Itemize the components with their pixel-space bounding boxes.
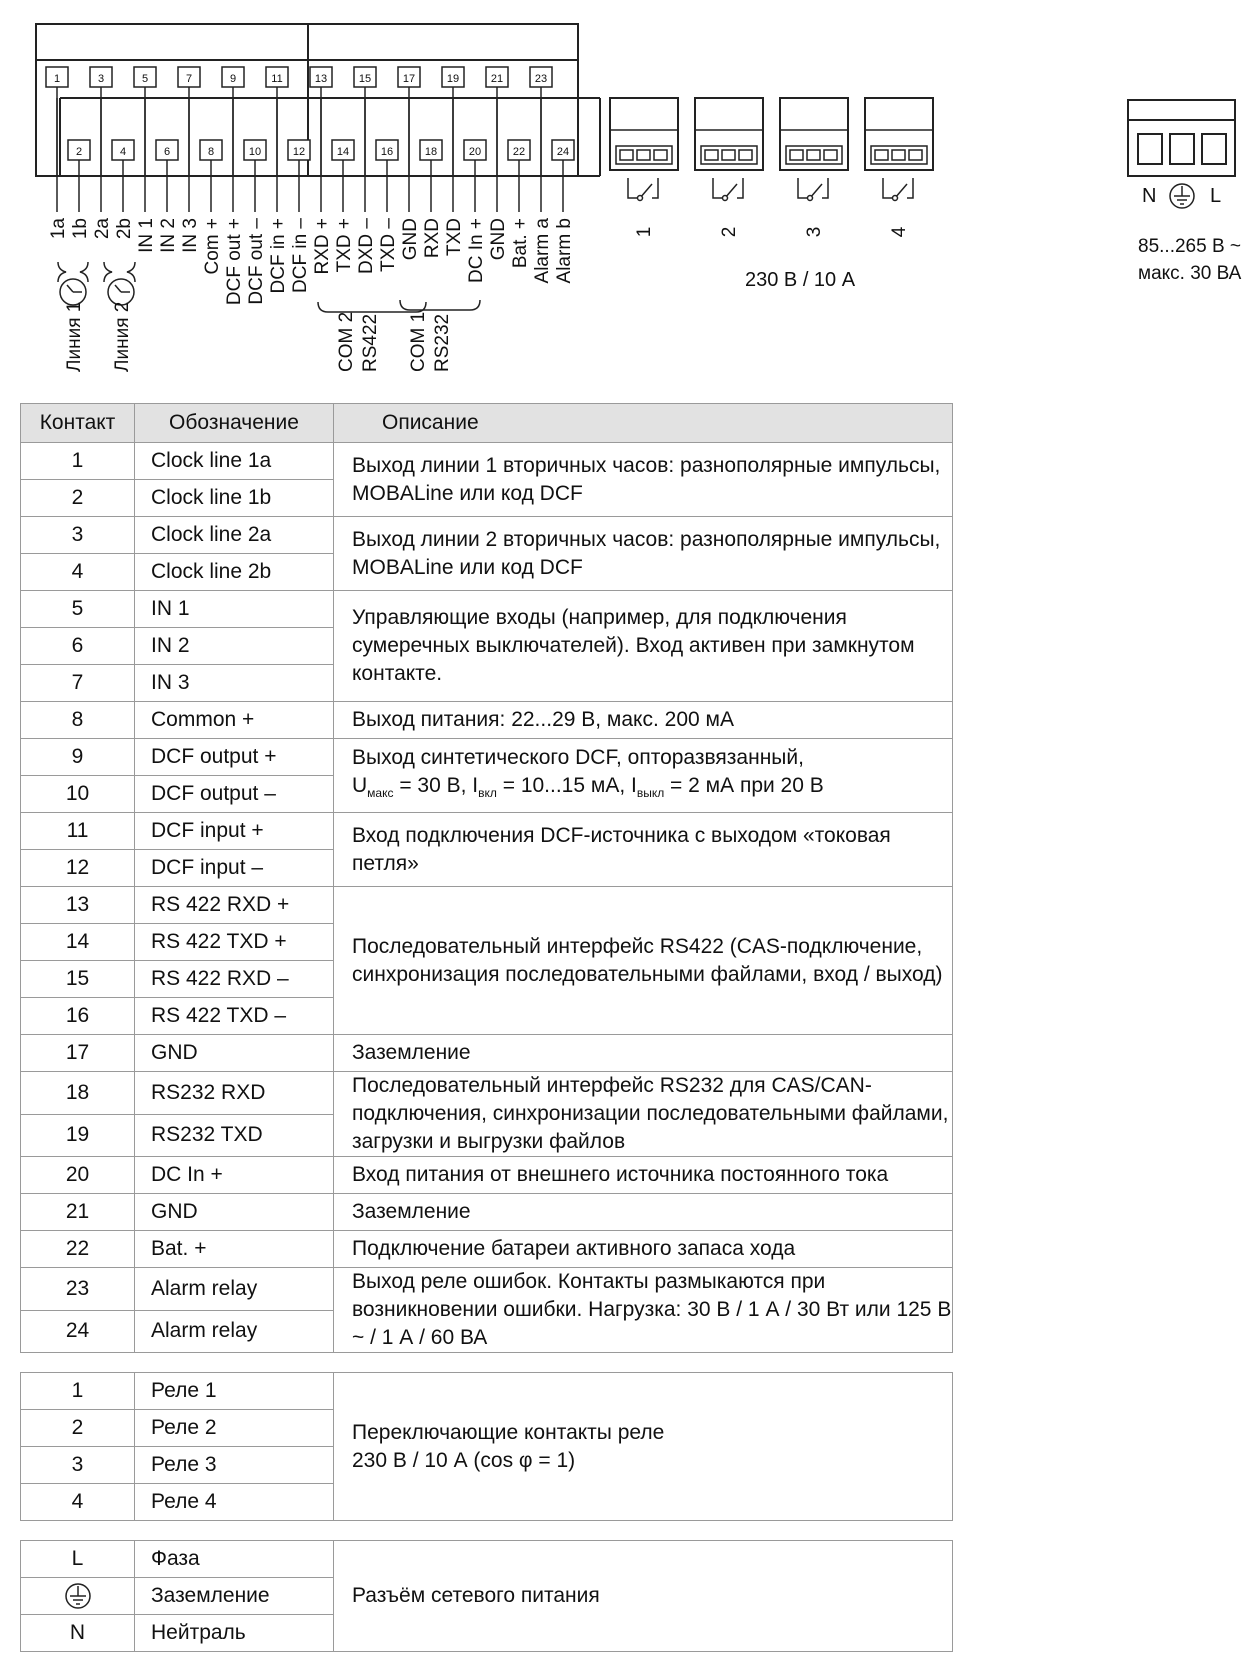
pin-name: Clock line 2b <box>135 554 334 591</box>
terminal-number: 19 <box>446 73 460 85</box>
dcf-out-u: U <box>352 773 368 797</box>
signal-label: GND <box>488 218 509 261</box>
dcf-out-desc-line: Выход синтетического DCF, опторазвязанный, <box>352 745 804 769</box>
signal-label: 2a <box>92 218 113 240</box>
pin-name: DC In + <box>135 1157 334 1194</box>
pin-name: RS 422 RXD + <box>135 887 334 924</box>
earth-icon <box>64 1582 92 1610</box>
power-pin <box>21 1578 135 1615</box>
pin-number: 24 <box>21 1310 135 1353</box>
signal-label: TXD + <box>334 218 355 273</box>
relay-number: 4 <box>21 1484 135 1521</box>
signal-label: IN 3 <box>180 218 201 253</box>
pin-number: 15 <box>21 961 135 998</box>
power-pin-name: Заземление <box>135 1578 334 1615</box>
pin-name: Clock line 1a <box>135 443 334 480</box>
pin-number: 3 <box>21 517 135 554</box>
pin-number: 23 <box>21 1268 135 1311</box>
pin-number: 22 <box>21 1231 135 1268</box>
terminal-number: 18 <box>424 146 438 158</box>
signal-label: DXD – <box>356 218 377 274</box>
line1-label: Линия 1 <box>64 301 85 372</box>
dcf-out-u-sub: макс <box>367 786 394 801</box>
pin-name: RS 422 TXD – <box>135 998 334 1035</box>
pin-number: 1 <box>21 443 135 480</box>
table-row <box>21 887 953 924</box>
relay-number: 1 <box>21 1373 135 1410</box>
pin-name: RS232 RXD <box>135 1072 334 1115</box>
table-row <box>21 813 953 850</box>
terminal-number: 15 <box>358 73 372 85</box>
rs422-label: RS422 <box>360 313 381 372</box>
pin-name: RS232 TXD <box>135 1114 334 1157</box>
terminal-number: 8 <box>207 146 215 158</box>
pin-name: DCF input – <box>135 850 334 887</box>
power-n-label: N <box>1142 185 1157 207</box>
pin-name: Clock line 2a <box>135 517 334 554</box>
power-spec-voltage: 85...265 В ~ <box>1138 236 1241 257</box>
relay-name: Реле 4 <box>135 1484 334 1521</box>
pin-description: Выход питания: 22...29 В, макс. 200 мА <box>334 702 953 739</box>
signal-label: Alarm b <box>554 218 575 284</box>
relay-pin <box>654 150 667 160</box>
terminal-number: 5 <box>141 73 149 85</box>
pin-number: 8 <box>21 702 135 739</box>
terminal-number: 1 <box>53 73 61 85</box>
pin-number: 2 <box>21 480 135 517</box>
power-pin-name: Нейтраль <box>135 1615 334 1652</box>
relay-table <box>20 1372 953 1521</box>
signal-label: IN 2 <box>158 218 179 253</box>
terminal-number: 7 <box>185 73 193 85</box>
pin-description: Последовательный интерфейс RS232 для CAS/CAN-подключения, синхронизации последовательными файлами, загрузки и выгрузки файлов <box>334 1072 953 1157</box>
com2-label: COM 2 <box>336 311 357 372</box>
terminal-number: 21 <box>490 73 504 85</box>
relay-desc-rating: 230 В / 10 А (cos φ = 1) <box>352 1448 576 1472</box>
power-connector <box>1128 100 1235 176</box>
header-description: Описание <box>334 404 953 443</box>
table-row <box>21 1035 953 1072</box>
table-row <box>21 1268 953 1311</box>
relay-switch-icon <box>713 178 743 198</box>
pin-description: Управляющие входы (например, для подключения сумеречных выключателей). Вход активен при замкнутом контакте. <box>334 591 953 702</box>
relay-switch-icon <box>628 178 658 198</box>
terminal-number: 14 <box>336 146 350 158</box>
table-row <box>21 591 953 628</box>
terminal-number: 17 <box>402 73 416 85</box>
table-row <box>21 1373 953 1410</box>
pin-number: 7 <box>21 665 135 702</box>
pin-name: IN 3 <box>135 665 334 702</box>
power-table <box>20 1540 953 1652</box>
terminal-number: 2 <box>75 146 83 158</box>
pin-description: Вход подключения DCF-источника с выходом «токовая петля» <box>334 813 953 887</box>
clock-icon <box>60 279 86 305</box>
pin-name: IN 2 <box>135 628 334 665</box>
signal-label: Alarm a <box>532 218 553 284</box>
terminal-number: 22 <box>512 146 526 158</box>
power-l-label: L <box>1210 185 1222 207</box>
table-row <box>21 1541 953 1578</box>
terminal-number: 4 <box>119 146 127 158</box>
dcf-out-mid2: = 10...15 мА, I <box>496 773 637 797</box>
relay-name: Реле 2 <box>135 1410 334 1447</box>
signal-label: IN 1 <box>136 218 157 253</box>
signal-label: DCF out + <box>224 218 245 306</box>
power-pin: L <box>21 1541 135 1578</box>
relay-pin <box>909 150 922 160</box>
dcf-out-mid: = 30 В, I <box>393 773 479 797</box>
terminal-number: 11 <box>271 73 283 85</box>
pin-name: RS 422 RXD – <box>135 961 334 998</box>
pin-description: Заземление <box>334 1035 953 1072</box>
relay-pin <box>892 150 905 160</box>
signal-label: DC In + <box>466 218 487 283</box>
pin-name: Common + <box>135 702 334 739</box>
relay-pivot <box>808 196 813 201</box>
pin-name: Alarm relay <box>135 1268 334 1311</box>
relay-name: Реле 1 <box>135 1373 334 1410</box>
relay-description <box>334 1373 953 1521</box>
signal-label: Com + <box>202 218 223 275</box>
relay-name: Реле 3 <box>135 1447 334 1484</box>
power-pin: N <box>21 1615 135 1652</box>
pin-description <box>334 739 953 813</box>
pin-name: DCF input + <box>135 813 334 850</box>
relay-pin <box>637 150 650 160</box>
pin-number: 20 <box>21 1157 135 1194</box>
terminal-number: 9 <box>229 73 237 85</box>
terminal-diagram <box>0 0 1250 395</box>
signal-label: 2b <box>114 218 135 240</box>
pin-name: IN 1 <box>135 591 334 628</box>
pin-table <box>20 403 953 1353</box>
relay-pin <box>824 150 837 160</box>
relay-number: 4 <box>889 226 910 238</box>
pin-description: Выход линии 1 вторичных часов: разнополярные импульсы, MOBALine или код DCF <box>334 443 953 517</box>
relay-switch-icon <box>798 178 828 198</box>
terminal-number: 20 <box>468 146 482 158</box>
terminal-number: 16 <box>380 146 394 158</box>
relay-pivot <box>893 196 898 201</box>
relay-pin <box>620 150 633 160</box>
signal-label: GND <box>400 218 421 261</box>
relay-pin <box>807 150 820 160</box>
relay-pin <box>722 150 735 160</box>
table-row <box>21 1194 953 1231</box>
pin-number: 9 <box>21 739 135 776</box>
clock-icon <box>108 279 134 305</box>
signal-label: Bat. + <box>510 218 531 269</box>
relay-switch-icon <box>883 178 913 198</box>
table-row <box>21 443 953 480</box>
signal-label: DCF in + <box>268 218 289 294</box>
terminal-number: 6 <box>163 146 171 158</box>
table-row <box>21 517 953 554</box>
pin-name: GND <box>135 1035 334 1072</box>
pin-number: 5 <box>21 591 135 628</box>
header-designation: Обозначение <box>135 404 334 443</box>
relay-pin <box>875 150 888 160</box>
table-row <box>21 1072 953 1115</box>
pin-number: 11 <box>21 813 135 850</box>
relay-pivot <box>638 196 643 201</box>
pin-description: Вход питания от внешнего источника постоянного тока <box>334 1157 953 1194</box>
relay-number: 2 <box>719 226 740 238</box>
signal-label: 1a <box>48 218 69 240</box>
terminal-number: 12 <box>292 146 306 158</box>
pin-description: Заземление <box>334 1194 953 1231</box>
pin-description: Выход реле ошибок. Контакты размыкаются при возникновении ошибки. Нагрузка: 30 В / 1 А / 30 Вт или 125 В ~ / 1 А / 60 ВА <box>334 1268 953 1353</box>
terminal-number: 3 <box>97 73 105 85</box>
terminal-number: 13 <box>314 73 328 85</box>
pin-number: 14 <box>21 924 135 961</box>
pin-description: Подключение батареи активного запаса хода <box>334 1231 953 1268</box>
rs232-label: RS232 <box>432 313 453 372</box>
terminal-number: 23 <box>534 73 548 85</box>
relay-number: 1 <box>634 226 655 238</box>
table-row <box>21 1231 953 1268</box>
relay-pin <box>739 150 752 160</box>
pin-name: RS 422 TXD + <box>135 924 334 961</box>
power-description: Разъём сетевого питания <box>334 1541 953 1652</box>
pin-description: Последовательный интерфейс RS422 (CAS-подключение, синхронизация последовательными файлами, вход / выход) <box>334 887 953 1035</box>
terminal-number: 10 <box>248 146 262 158</box>
dcf-out-end: = 2 мА при 20 В <box>664 773 824 797</box>
relay-rating: 230 В / 10 А <box>745 269 856 291</box>
signal-label: DCF in – <box>290 218 311 293</box>
power-spec-va: макс. 30 ВА <box>1138 263 1242 284</box>
pin-name: Alarm relay <box>135 1310 334 1353</box>
pin-number: 17 <box>21 1035 135 1072</box>
pin-number: 21 <box>21 1194 135 1231</box>
pin-number: 12 <box>21 850 135 887</box>
pin-number: 6 <box>21 628 135 665</box>
relay-desc-line: Переключающие контакты реле <box>352 1420 665 1444</box>
relay-number: 2 <box>21 1410 135 1447</box>
signal-label: TXD – <box>378 218 399 272</box>
relay-connectors <box>610 98 933 237</box>
signal-label: 1b <box>70 218 91 240</box>
pin-number: 16 <box>21 998 135 1035</box>
com1-label: COM 1 <box>408 311 429 372</box>
dcf-out-off-sub: выкл <box>636 786 665 801</box>
signal-label: TXD <box>444 218 465 256</box>
pin-number: 4 <box>21 554 135 591</box>
header-contact: Контакт <box>21 404 135 443</box>
signal-label: RXD <box>422 218 443 259</box>
terminal-number: 24 <box>556 146 570 158</box>
pin-name: Bat. + <box>135 1231 334 1268</box>
signal-label: DCF out – <box>246 218 267 305</box>
pin-number: 10 <box>21 776 135 813</box>
pin-name: GND <box>135 1194 334 1231</box>
relay-number: 3 <box>21 1447 135 1484</box>
relay-number: 3 <box>804 226 825 238</box>
pin-description: Выход линии 2 вторичных часов: разнополярные импульсы, MOBALine или код DCF <box>334 517 953 591</box>
pin-number: 13 <box>21 887 135 924</box>
line2-label: Линия 2 <box>112 301 133 372</box>
earth-icon <box>1170 184 1194 208</box>
pin-name: DCF output + <box>135 739 334 776</box>
power-pin-name: Фаза <box>135 1541 334 1578</box>
relay-pivot <box>723 196 728 201</box>
table-row <box>21 1157 953 1194</box>
relay-pin <box>705 150 718 160</box>
dcf-out-on-sub: вкл <box>478 786 497 801</box>
table-row <box>21 739 953 776</box>
pin-name: DCF output – <box>135 776 334 813</box>
pin-name: Clock line 1b <box>135 480 334 517</box>
relay-pin <box>790 150 803 160</box>
signal-label: RXD + <box>312 218 333 275</box>
pin-number: 18 <box>21 1072 135 1115</box>
pin-number: 19 <box>21 1114 135 1157</box>
table-row <box>21 702 953 739</box>
